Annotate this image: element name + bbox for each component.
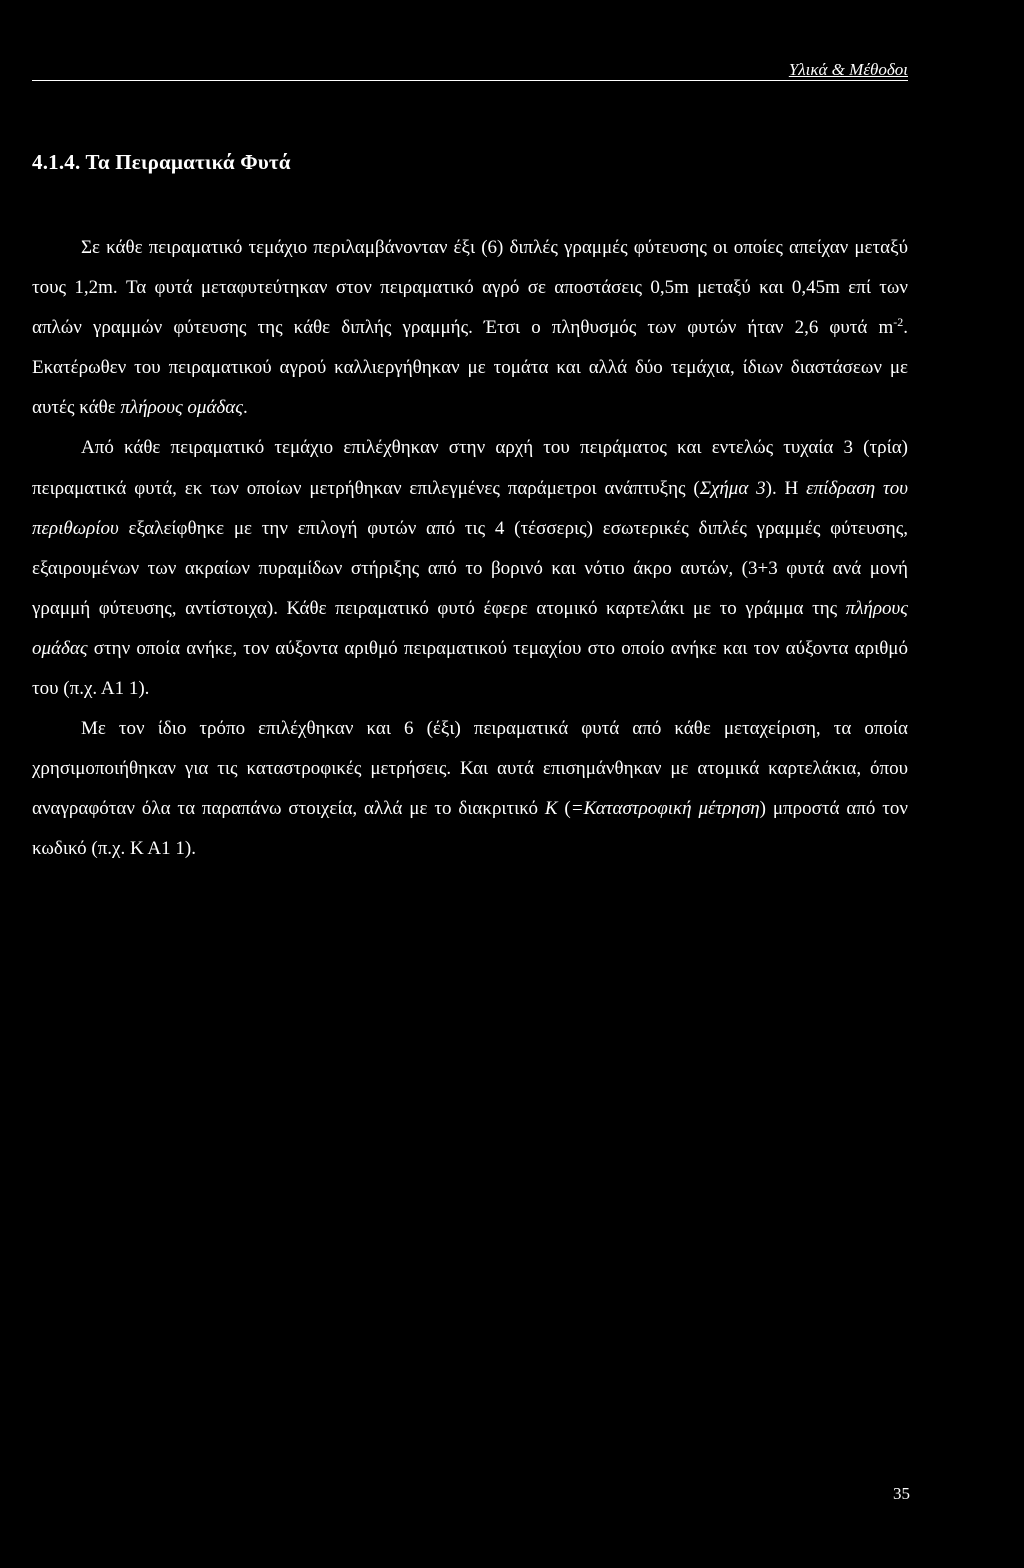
p2-text-a: Από κάθε πειραματικό τεμάχιο επιλέχθηκαν στην αρχή του πειράματος και εντελώς τυχαία 3 (τρία) πειραματικά φυτά, εκ των οποίων μετρήθηκαν επιλεγμένες παράμετροι ανάπτυξης ( [32,437,908,499]
p1-text-b: . Εκατέρωθεν του πειραματικού αγρού καλλιεργήθηκαν με τομάτα και αλλά δύο τεμάχια, ίδιων διαστάσεων με αυτές κάθε [32,317,908,419]
p2-text-e: εξαλείφθηκε με την επιλογή φυτών από τις 4 (τέσσερις) εσωτερικές διπλές γραμμές φύτευσης, εξαιρουμένων των ακραίων πυραμίδων στήριξης από το βορινό και νότιο άκρο αυτών, (3+3 φυτά ανά μονή γραμμή φύτευσης, αντίστοιχα). Κάθε πειραματικό φυτό έφερε ατομικό καρτελάκι με το γράμμα της [32,517,908,619]
p1-superscript: -2 [893,315,904,330]
p2-italic-term-2: πλήρους ομάδας [32,597,908,659]
p2-figure-ref: Σχήμα 3 [699,477,766,499]
running-header [32,58,908,81]
p1-text-a: Σε κάθε πειραματικό τεμάχιο περιλαμβάνονταν έξι (6) διπλές γραμμές φύτευσης οι οποίες απείχαν μεταξύ τους 1,2m. Τα φυτά μεταφυτεύτηκαν στον πειραματικό αγρό σε αποστάσεις 0,5m μεταξύ και 0,45m επί των απλών γραμμών φύτευσης της κάθε διπλής γραμμής. Έτσι ο πληθυσμός των φυτών ήταν 2,6 φυτά m [32,237,908,339]
paragraph-3 [32,709,908,869]
p1-italic-term: πλήρους ομάδας [120,397,243,419]
p2-text-c: ). Η [765,477,807,499]
body-text [32,228,908,870]
section-heading: 4.1.4. Τα Πειραματικά Φυτά [32,150,291,174]
paragraph-2 [32,428,908,709]
page-number: 35 [893,1484,910,1503]
p3-italic-letter: Κ [544,798,558,820]
p3-text-e: ) μπροστά από τον κωδικό (π.χ. Κ Α1 1). [32,798,909,860]
p3-text-a: Με τον ίδιο τρόπο επιλέχθηκαν και 6 (έξι) πειραματικά φυτά από κάθε μεταχείριση, τα οποία χρησιμοποιήθηκαν για τις καταστροφικές μετρήσεις. Και αυτά επισημάνθηκαν με ατομικά καρτελάκια, όπου αναγραφόταν όλα τα παραπάνω στοιχεία, αλλά με το διακριτικό [32,718,908,820]
p3-text-c: ( [557,798,571,820]
p3-italic-term: =Καταστροφική μέτρηση [570,798,760,820]
p1-text-d: . [242,397,248,419]
header-title: Υλικά & Μέθοδοι [788,60,908,79]
paragraph-1 [32,228,908,428]
p2-text-g: στην οποία ανήκε, τον αύξοντα αριθμό πειραματικού τεμαχίου στο οποίο ανήκε και τον αύξοντα αριθμό του (π.χ. Α1 1). [32,637,908,700]
p2-italic-term: επίδραση του περιθωρίου [32,477,908,539]
